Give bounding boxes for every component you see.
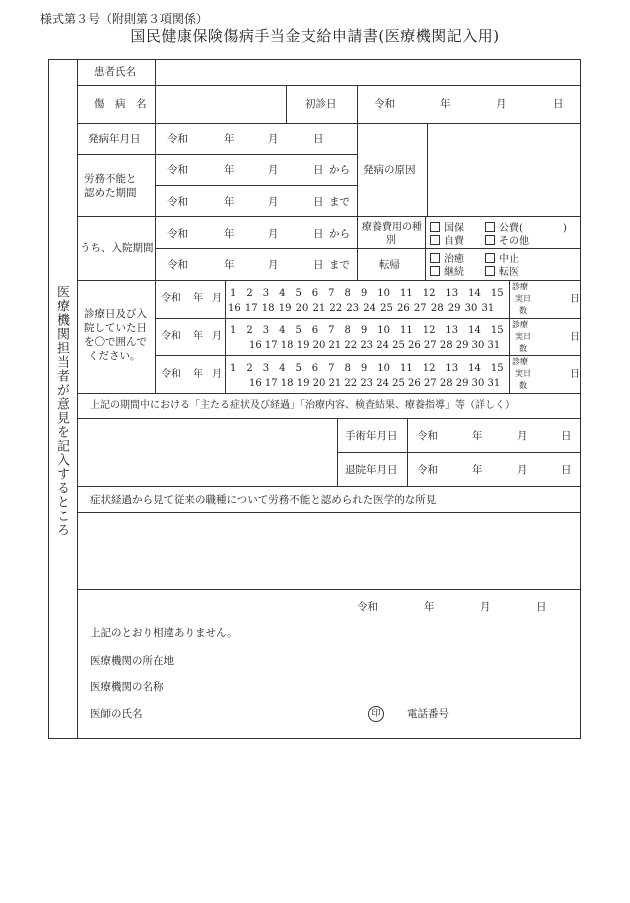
surgery-era: 令和 [417, 430, 438, 442]
cause-field[interactable] [430, 126, 578, 214]
day-row-3-days-first[interactable]: 1 2 3 4 5 6 7 8 9 10 11 12 13 14 15 [230, 363, 504, 374]
count-3-label-3: 数 [519, 381, 527, 390]
checkbox-icon [430, 235, 440, 245]
day-row-1-year-unit: 年 [193, 293, 203, 304]
visit-days-label-1: 診療日及び入 [84, 308, 147, 320]
checkbox-icon [430, 253, 440, 263]
hosp-from-era: 令和 [167, 228, 188, 240]
institution-address-field[interactable] [200, 650, 570, 670]
outcome-label: 転帰 [379, 259, 400, 271]
onset-era: 令和 [167, 133, 188, 145]
hosp-from-label: から [329, 228, 350, 240]
disability-until-year-unit: 年 [224, 196, 235, 208]
discharge-month-unit: 月 [517, 464, 528, 476]
disability-period-label-1: 労務不能と [84, 173, 137, 185]
disability-from-month-unit: 月 [268, 164, 279, 176]
day-row-3-year-unit: 年 [193, 369, 203, 380]
cost-type-label-2: 別 [386, 235, 396, 246]
count-3-label-1: 診療 [512, 357, 528, 366]
cause-label: 発病の原因 [363, 164, 416, 176]
outcome-option-continuing[interactable]: 継続 [430, 266, 464, 279]
medical-opinion-field[interactable] [81, 515, 577, 587]
disability-until-month-unit: 月 [268, 196, 279, 208]
day-row-3-era: 令和 [161, 369, 181, 380]
outcome-option-stopped[interactable]: 中止 [485, 253, 519, 266]
disease-name-field[interactable] [160, 88, 282, 120]
hospitalization-period-label: うち、入院期間 [80, 242, 154, 254]
day-row-1-era: 令和 [161, 293, 181, 304]
surgery-date-label: 手術年月日 [345, 430, 398, 442]
disability-from-label: から [329, 164, 350, 176]
symptoms-field[interactable] [81, 421, 334, 484]
page-title: 国民健康保険傷病手当金支給申請書(医療機関記入用) [130, 27, 500, 45]
first-visit-label: 初診日 [305, 98, 337, 110]
patient-name-label: 患者氏名 [94, 66, 136, 78]
count-3-day-unit: 日 [570, 369, 580, 380]
checkbox-icon [485, 222, 495, 232]
count-1-label-2: 実日 [515, 294, 531, 303]
visit-days-label-4: ください。 [88, 350, 141, 362]
day-row-1-days-second[interactable]: 16 17 18 19 20 21 22 23 24 25 26 27 28 29 30 31 [228, 303, 495, 314]
disability-from-era: 令和 [167, 164, 188, 176]
day-row-2-era: 令和 [161, 331, 181, 342]
day-row-2-days-first[interactable]: 1 2 3 4 5 6 7 8 9 10 11 12 13 14 15 [230, 325, 504, 336]
first-visit-year-unit: 年 [440, 98, 451, 110]
institution-name-field[interactable] [200, 676, 570, 696]
day-row-2-days-second[interactable]: 16 17 18 19 20 21 22 23 24 25 26 27 28 29 30 31 [249, 340, 501, 351]
hosp-until-month-unit: 月 [268, 259, 279, 271]
disease-name-label: 傷 病 名 [94, 98, 147, 110]
disability-from-day-unit: 日 [313, 164, 324, 176]
discharge-era: 令和 [417, 464, 438, 476]
disability-until-label: まで [329, 196, 350, 208]
count-2-label-2: 実日 [515, 332, 531, 341]
cost-option-kohi[interactable]: 公費( ) [485, 222, 567, 235]
doctor-name-label: 医師の氏名 [90, 708, 143, 720]
phone-field[interactable] [460, 703, 575, 723]
hosp-from-year-unit: 年 [224, 228, 235, 240]
day-row-1-days-first[interactable]: 1 2 3 4 5 6 7 8 9 10 11 12 13 14 15 [230, 288, 504, 299]
cert-day-unit: 日 [536, 601, 547, 613]
cert-year-unit: 年 [424, 601, 435, 613]
form-number: 様式第３号（附則第３項関係） [40, 12, 209, 26]
onset-day-unit: 日 [313, 133, 324, 145]
side-label: 医療機関担当者が意見を記入するところ [54, 285, 69, 537]
first-visit-day-unit: 日 [553, 98, 564, 110]
count-2-label-1: 診療 [512, 320, 528, 329]
cert-era: 令和 [357, 601, 378, 613]
outcome-option-transfer[interactable]: 転医 [485, 266, 519, 279]
outcome-option-cured[interactable]: 治癒 [430, 253, 464, 266]
onset-month-unit: 月 [268, 133, 279, 145]
visit-days-label-2: 院していた日 [84, 322, 147, 334]
disability-until-day-unit: 日 [313, 196, 324, 208]
doctor-name-field[interactable] [200, 703, 360, 723]
seal-icon: 印 [368, 706, 384, 722]
hosp-until-year-unit: 年 [224, 259, 235, 271]
day-row-3-days-second[interactable]: 16 17 18 19 20 21 22 23 24 25 26 27 28 29 30 31 [249, 378, 501, 389]
day-row-1-month-unit: 月 [212, 293, 222, 304]
first-visit-month-unit: 月 [496, 98, 507, 110]
first-visit-era: 令和 [374, 98, 395, 110]
surgery-day-unit: 日 [561, 430, 572, 442]
disability-from-year-unit: 年 [224, 164, 235, 176]
count-1-label-1: 診療 [512, 282, 528, 291]
day-row-3-month-unit: 月 [212, 369, 222, 380]
day-row-2-month-unit: 月 [212, 331, 222, 342]
discharge-date-label: 退院年月日 [345, 464, 398, 476]
hosp-until-label: まで [329, 259, 350, 271]
checkbox-icon [430, 266, 440, 276]
cost-type-label-1: 療養費用の種 [362, 222, 422, 233]
hosp-from-month-unit: 月 [268, 228, 279, 240]
institution-address-label: 医療機関の所在地 [90, 655, 174, 667]
medical-opinion-label: 症状経過から見て従来の職種について労務不能と認められた医学的な所見 [90, 494, 437, 506]
cert-month-unit: 月 [480, 601, 491, 613]
count-1-day-unit: 日 [570, 294, 580, 305]
checkbox-icon [485, 253, 495, 263]
surgery-year-unit: 年 [472, 430, 483, 442]
disability-until-era: 令和 [167, 196, 188, 208]
discharge-year-unit: 年 [472, 464, 483, 476]
institution-name-label: 医療機関の名称 [90, 681, 164, 693]
onset-year-unit: 年 [224, 133, 235, 145]
patient-name-field[interactable] [160, 61, 578, 83]
count-1-label-3: 数 [519, 306, 527, 315]
count-3-label-2: 実日 [515, 369, 531, 378]
phone-label: 電話番号 [407, 708, 449, 720]
hosp-until-day-unit: 日 [313, 259, 324, 271]
disability-period-label-2: 認めた期間 [84, 187, 137, 199]
checkbox-icon [430, 222, 440, 232]
discharge-day-unit: 日 [561, 464, 572, 476]
cost-option-other[interactable]: その他 [485, 235, 529, 248]
cost-option-kokuho[interactable]: 国保 [430, 222, 464, 235]
count-2-label-3: 数 [519, 344, 527, 353]
day-row-2-year-unit: 年 [193, 331, 203, 342]
cost-option-jihi[interactable]: 自費 [430, 235, 464, 248]
count-2-day-unit: 日 [570, 332, 580, 343]
hosp-until-era: 令和 [167, 259, 188, 271]
visit-days-label-3: を〇で囲んで [84, 336, 147, 348]
checkbox-icon [485, 266, 495, 276]
hosp-from-day-unit: 日 [313, 228, 324, 240]
checkbox-icon [485, 235, 495, 245]
symptoms-section-label: 上記の期間中における「主たる症状及び経過」「治療内容、検査結果、療養指導」等（詳しく） [90, 400, 515, 411]
certify-statement: 上記のとおり相違ありません。 [90, 627, 238, 639]
onset-date-label: 発病年月日 [88, 133, 141, 145]
surgery-month-unit: 月 [517, 430, 528, 442]
